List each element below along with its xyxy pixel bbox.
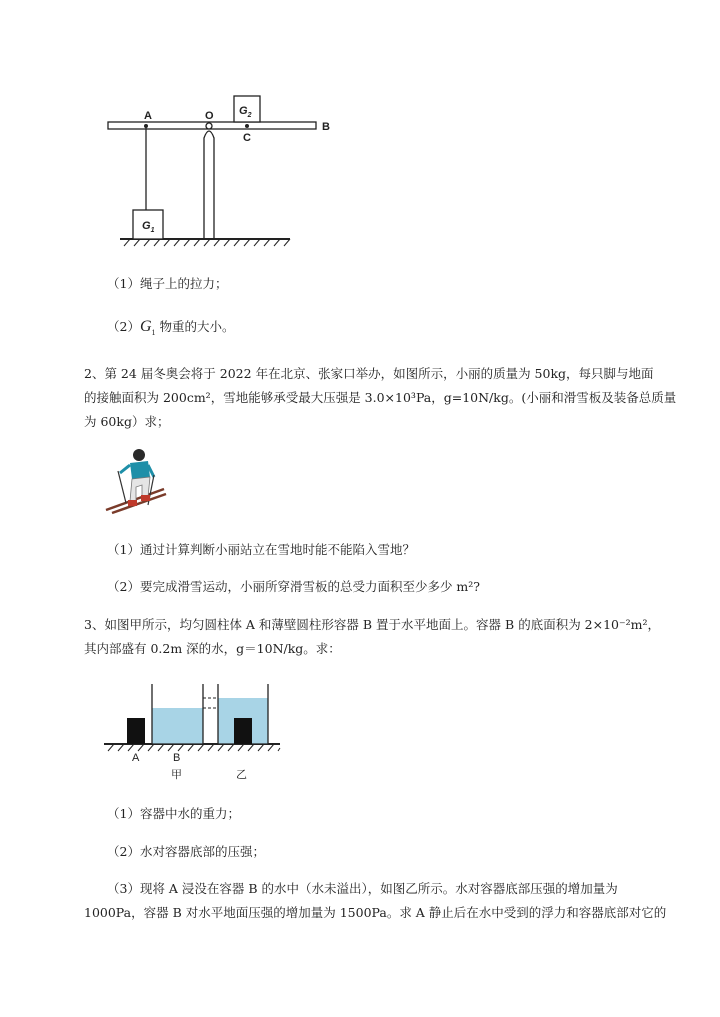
q2-line-2: 的接触面积为 200cm²，雪地能够承受最大压强是 3.0×10³Pa，g=10N/kg。(小丽和滑雪板及装备总质量: [84, 390, 677, 405]
label-a: A: [144, 110, 152, 122]
label-jia: 甲: [171, 769, 182, 781]
q2-sub-2: （2）要完成滑雪运动，小丽所穿滑雪板的总受力面积至少多少 m²?: [107, 579, 480, 594]
label-yi: 乙: [236, 769, 247, 781]
q3-sub-3: （3）现将 A 浸没在容器 B 的水中（水未溢出），如图乙所示。水对容器底部压强的增加量为: [107, 881, 618, 896]
q1-sub-1: （1）绳子上的拉力；: [107, 276, 228, 291]
q2-sub-1: （1）通过计算判断小丽站立在雪地时能不能陷入雪地？: [107, 542, 415, 557]
q3-last-line: 1000Pa，容器 B 对水平地面压强的增加量为 1500Pa。求 A 静止后在水中受到的浮力和容器底部对它的: [84, 905, 667, 920]
label-g1: $G_1$: [142, 220, 155, 235]
label-a-fig3: A: [132, 752, 140, 764]
skier-image: [104, 447, 170, 515]
q3-sub-2: （2）水对容器底部的压强；: [107, 844, 265, 859]
q2-line-1: 2、第 24 届冬奥会将于 2022 年在北京、张家口举办，如图所示，小丽的质量为 50kg，每只脚与地面: [84, 366, 654, 381]
label-o: O: [205, 110, 214, 122]
label-c: C: [243, 132, 251, 144]
label-b-fig3: B: [173, 752, 181, 764]
q3-line-1: 3、如图甲所示，均匀圆柱体 A 和薄壁圆柱形容器 B 置于水平地面上。容器 B 的底面积为 2×10⁻²m²，: [84, 617, 660, 632]
q3-line-2: 其内部盛有 0.2m 深的水，g＝10N/kg。求：: [84, 641, 341, 656]
q2-line-3: 为 60kg）求；: [84, 414, 170, 429]
lever-figure: [100, 88, 340, 248]
label-g2: $G_2$: [239, 105, 252, 120]
q1-sub-2: $(2)G_1$ 物重的大小。: [107, 318, 235, 338]
q3-sub-1: （1）容器中水的重力；: [107, 806, 240, 821]
label-b: B: [322, 121, 330, 133]
container-figure: [100, 676, 285, 754]
